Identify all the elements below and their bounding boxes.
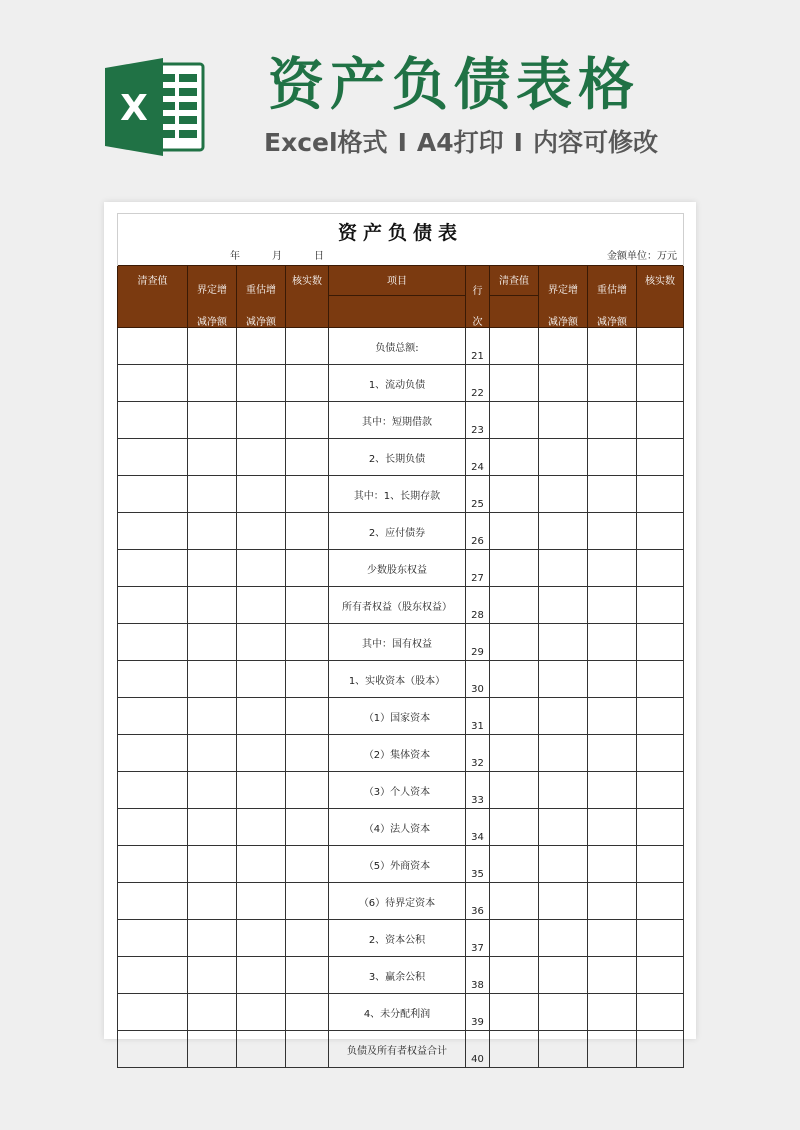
value-cell[interactable] (539, 772, 588, 809)
item-cell: 3、赢余公积 (329, 957, 466, 994)
subtitle-format: Excel格式 (264, 128, 388, 157)
row-number-cell: 38 (466, 957, 490, 994)
value-cell[interactable] (188, 809, 237, 846)
table-row (118, 772, 684, 809)
subtitle-editable: 内容可修改 (532, 128, 658, 157)
value-cell[interactable] (588, 587, 637, 624)
table-row (118, 1031, 684, 1068)
item-cell: （2）集体资本 (329, 735, 466, 772)
spreadsheet-sheet (104, 202, 696, 1065)
row-number-cell: 32 (466, 735, 490, 772)
row-number-cell: 22 (466, 365, 490, 402)
row-number-cell: 29 (466, 624, 490, 661)
day-label: 日 (314, 251, 324, 262)
value-cell[interactable] (490, 328, 539, 365)
separator: I (513, 128, 523, 157)
table-row (118, 624, 684, 661)
value-cell[interactable] (539, 920, 588, 957)
value-cell[interactable] (637, 1031, 684, 1068)
value-cell[interactable] (188, 328, 237, 365)
row-number-cell: 33 (466, 772, 490, 809)
value-cell[interactable] (188, 587, 237, 624)
value-cell[interactable] (188, 439, 237, 476)
value-cell[interactable] (118, 698, 188, 735)
item-cell: （1）国家资本 (329, 698, 466, 735)
item-cell: （6）待界定资本 (329, 883, 466, 920)
value-cell[interactable] (539, 328, 588, 365)
col-header-defined-right: 界定增 减净额 (539, 266, 588, 328)
table-row (118, 846, 684, 883)
value-cell[interactable] (118, 402, 188, 439)
table-row (118, 883, 684, 920)
value-cell[interactable] (588, 476, 637, 513)
value-cell[interactable] (490, 365, 539, 402)
row-number-cell: 31 (466, 698, 490, 735)
value-cell[interactable] (588, 365, 637, 402)
subtitle-print: A4打印 (416, 128, 504, 157)
value-cell[interactable] (588, 328, 637, 365)
value-cell[interactable] (490, 476, 539, 513)
row-number-cell: 39 (466, 994, 490, 1031)
item-cell: 2、应付债券 (329, 513, 466, 550)
value-cell[interactable] (588, 846, 637, 883)
value-cell[interactable] (188, 772, 237, 809)
value-cell[interactable] (539, 957, 588, 994)
value-cell[interactable] (188, 698, 237, 735)
col-header-reestimated-right: 重估增 减净额 (588, 266, 637, 328)
table-row (118, 513, 684, 550)
table-row (118, 402, 684, 439)
value-cell[interactable] (286, 624, 329, 661)
value-cell[interactable] (588, 513, 637, 550)
value-cell[interactable] (286, 1031, 329, 1068)
value-cell[interactable] (588, 883, 637, 920)
table-row (118, 439, 684, 476)
table-row (118, 328, 684, 365)
value-cell[interactable] (490, 772, 539, 809)
value-cell[interactable] (118, 846, 188, 883)
value-cell[interactable] (490, 1031, 539, 1068)
value-cell[interactable] (237, 698, 286, 735)
item-cell: 其中：国有权益 (329, 624, 466, 661)
value-cell[interactable] (188, 994, 237, 1031)
banner (0, 0, 800, 200)
value-cell[interactable] (118, 920, 188, 957)
value-cell[interactable] (539, 661, 588, 698)
value-cell[interactable] (286, 698, 329, 735)
value-cell[interactable] (118, 883, 188, 920)
value-cell[interactable] (588, 402, 637, 439)
value-cell[interactable] (118, 957, 188, 994)
value-cell[interactable] (118, 1031, 188, 1068)
value-cell[interactable] (490, 587, 539, 624)
table-row (118, 587, 684, 624)
row-number-cell: 26 (466, 513, 490, 550)
value-cell[interactable] (118, 624, 188, 661)
value-cell[interactable] (588, 920, 637, 957)
row-number-cell: 25 (466, 476, 490, 513)
value-cell[interactable] (490, 994, 539, 1031)
table-row (118, 550, 684, 587)
value-cell[interactable] (237, 476, 286, 513)
value-cell[interactable] (539, 587, 588, 624)
value-cell[interactable] (637, 624, 684, 661)
value-cell[interactable] (539, 846, 588, 883)
row-number-cell: 30 (466, 661, 490, 698)
value-cell[interactable] (188, 624, 237, 661)
page-title: 资产负债表格 (268, 53, 640, 118)
value-cell[interactable] (490, 513, 539, 550)
value-cell[interactable] (188, 920, 237, 957)
value-cell[interactable] (539, 550, 588, 587)
value-cell[interactable] (588, 550, 637, 587)
value-cell[interactable] (286, 476, 329, 513)
value-cell[interactable] (286, 402, 329, 439)
value-cell[interactable] (188, 513, 237, 550)
value-cell[interactable] (237, 883, 286, 920)
item-cell: 负债总额: (329, 328, 466, 365)
value-cell[interactable] (118, 994, 188, 1031)
value-cell[interactable] (637, 476, 684, 513)
value-cell[interactable] (539, 698, 588, 735)
value-cell[interactable] (188, 476, 237, 513)
value-cell[interactable] (188, 1031, 237, 1068)
value-cell[interactable] (118, 735, 188, 772)
value-cell[interactable] (286, 439, 329, 476)
value-cell[interactable] (286, 809, 329, 846)
value-cell[interactable] (237, 846, 286, 883)
col-header-row-no: 行 次 (466, 266, 490, 328)
value-cell[interactable] (588, 772, 637, 809)
row-number-cell: 27 (466, 550, 490, 587)
value-cell[interactable] (539, 365, 588, 402)
value-cell[interactable] (118, 476, 188, 513)
value-cell[interactable] (637, 883, 684, 920)
value-cell[interactable] (237, 587, 286, 624)
value-cell[interactable] (286, 550, 329, 587)
col-header-item: 项目 (329, 266, 466, 328)
table-row (118, 920, 684, 957)
value-cell[interactable] (539, 402, 588, 439)
value-cell[interactable] (118, 772, 188, 809)
value-cell[interactable] (237, 365, 286, 402)
value-cell[interactable] (588, 994, 637, 1031)
value-cell[interactable] (237, 328, 286, 365)
value-cell[interactable] (588, 957, 637, 994)
table-row (118, 698, 684, 735)
value-cell[interactable] (286, 328, 329, 365)
item-cell: 1、实收资本（股本） (329, 661, 466, 698)
value-cell[interactable] (539, 439, 588, 476)
value-cell[interactable] (588, 661, 637, 698)
value-cell[interactable] (490, 661, 539, 698)
value-cell[interactable] (237, 994, 286, 1031)
value-cell[interactable] (490, 846, 539, 883)
value-cell[interactable] (237, 624, 286, 661)
item-cell: 1、流动负债 (329, 365, 466, 402)
item-cell: 4、未分配利润 (329, 994, 466, 1031)
value-cell[interactable] (539, 624, 588, 661)
value-cell[interactable] (118, 439, 188, 476)
value-cell[interactable] (188, 550, 237, 587)
row-number-cell: 24 (466, 439, 490, 476)
col-header-check-value-right: 清查值 (490, 266, 539, 328)
value-cell[interactable] (588, 735, 637, 772)
value-cell[interactable] (588, 809, 637, 846)
value-cell[interactable] (637, 661, 684, 698)
value-cell[interactable] (637, 550, 684, 587)
value-cell[interactable] (118, 550, 188, 587)
item-cell: 所有者权益（股东权益） (329, 587, 466, 624)
value-cell[interactable] (539, 883, 588, 920)
value-cell[interactable] (118, 809, 188, 846)
value-cell[interactable] (188, 735, 237, 772)
value-cell[interactable] (237, 920, 286, 957)
value-cell[interactable] (286, 772, 329, 809)
value-cell[interactable] (118, 587, 188, 624)
value-cell[interactable] (539, 735, 588, 772)
value-cell[interactable] (118, 365, 188, 402)
value-cell[interactable] (588, 439, 637, 476)
value-cell[interactable] (490, 809, 539, 846)
item-cell: 2、资本公积 (329, 920, 466, 957)
value-cell[interactable] (637, 328, 684, 365)
value-cell[interactable] (188, 846, 237, 883)
value-cell[interactable] (539, 1031, 588, 1068)
item-cell: 其中：1、长期存款 (329, 476, 466, 513)
value-cell[interactable] (637, 698, 684, 735)
excel-logo-icon (105, 58, 205, 156)
value-cell[interactable] (637, 513, 684, 550)
value-cell[interactable] (490, 439, 539, 476)
value-cell[interactable] (286, 957, 329, 994)
value-cell[interactable] (637, 994, 684, 1031)
row-number-cell: 40 (466, 1031, 490, 1068)
date-fields (230, 248, 356, 265)
value-cell[interactable] (286, 365, 329, 402)
value-cell[interactable] (237, 1031, 286, 1068)
balance-sheet-table (117, 213, 684, 1068)
value-cell[interactable] (286, 587, 329, 624)
item-cell: （3）个人资本 (329, 772, 466, 809)
value-cell[interactable] (286, 920, 329, 957)
row-number-cell: 21 (466, 328, 490, 365)
sheet-title: 资产负债表 (118, 214, 684, 249)
value-cell[interactable] (237, 809, 286, 846)
table-row (118, 809, 684, 846)
value-cell[interactable] (188, 402, 237, 439)
col-header-defined: 界定增 减净额 (188, 266, 237, 328)
header-row (118, 266, 684, 328)
row-number-cell: 36 (466, 883, 490, 920)
col-header-check-value: 清查值 (118, 266, 188, 328)
separator: I (397, 128, 407, 157)
page-subtitle (264, 126, 658, 160)
item-cell: 少数股东权益 (329, 550, 466, 587)
value-cell[interactable] (237, 439, 286, 476)
value-cell[interactable] (490, 550, 539, 587)
value-cell[interactable] (118, 661, 188, 698)
value-cell[interactable] (490, 957, 539, 994)
value-cell[interactable] (286, 661, 329, 698)
row-number-cell: 35 (466, 846, 490, 883)
value-cell[interactable] (237, 772, 286, 809)
value-cell[interactable] (539, 809, 588, 846)
month-label: 月 (272, 251, 282, 262)
row-number-cell: 37 (466, 920, 490, 957)
row-number-cell: 23 (466, 402, 490, 439)
table-row (118, 957, 684, 994)
col-header-reestimated: 重估增 减净额 (237, 266, 286, 328)
value-cell[interactable] (588, 1031, 637, 1068)
value-cell[interactable] (539, 994, 588, 1031)
table-row (118, 994, 684, 1031)
value-cell[interactable] (237, 735, 286, 772)
value-cell[interactable] (237, 957, 286, 994)
value-cell[interactable] (539, 513, 588, 550)
value-cell[interactable] (490, 624, 539, 661)
value-cell[interactable] (237, 550, 286, 587)
item-cell: （4）法人资本 (329, 809, 466, 846)
col-header-verified-right: 核实数 (637, 266, 684, 328)
value-cell[interactable] (490, 698, 539, 735)
value-cell[interactable] (637, 809, 684, 846)
value-cell[interactable] (588, 698, 637, 735)
col-header-verified: 核实数 (286, 266, 329, 328)
value-cell[interactable] (637, 735, 684, 772)
value-cell[interactable] (188, 957, 237, 994)
meta-row (118, 248, 684, 266)
value-cell[interactable] (539, 476, 588, 513)
value-cell[interactable] (588, 624, 637, 661)
row-number-cell: 28 (466, 587, 490, 624)
value-cell[interactable] (490, 920, 539, 957)
table-row (118, 365, 684, 402)
value-cell[interactable] (637, 957, 684, 994)
value-cell[interactable] (237, 513, 286, 550)
value-cell[interactable] (118, 328, 188, 365)
value-cell[interactable] (637, 920, 684, 957)
value-cell[interactable] (286, 994, 329, 1031)
value-cell[interactable] (237, 661, 286, 698)
value-cell[interactable] (637, 587, 684, 624)
value-cell[interactable] (490, 883, 539, 920)
value-cell[interactable] (490, 735, 539, 772)
value-cell[interactable] (490, 402, 539, 439)
item-cell: 其中：短期借款 (329, 402, 466, 439)
year-label: 年 (230, 251, 240, 262)
table-row (118, 735, 684, 772)
svg-text:X: X (120, 88, 148, 129)
value-cell[interactable] (188, 365, 237, 402)
value-cell[interactable] (188, 883, 237, 920)
value-cell[interactable] (118, 513, 188, 550)
value-cell[interactable] (237, 402, 286, 439)
unit-label: 金额单位：万元 (607, 251, 677, 262)
table-row (118, 476, 684, 513)
value-cell[interactable] (637, 439, 684, 476)
value-cell[interactable] (637, 402, 684, 439)
item-cell: 2、长期负债 (329, 439, 466, 476)
value-cell[interactable] (188, 661, 237, 698)
table-row (118, 661, 684, 698)
value-cell[interactable] (286, 513, 329, 550)
row-number-cell: 34 (466, 809, 490, 846)
value-cell[interactable] (286, 846, 329, 883)
value-cell[interactable] (637, 846, 684, 883)
value-cell[interactable] (286, 883, 329, 920)
item-cell: （5）外商资本 (329, 846, 466, 883)
value-cell[interactable] (637, 772, 684, 809)
value-cell[interactable] (286, 735, 329, 772)
item-cell: 负债及所有者权益合计 (329, 1031, 466, 1068)
value-cell[interactable] (637, 365, 684, 402)
